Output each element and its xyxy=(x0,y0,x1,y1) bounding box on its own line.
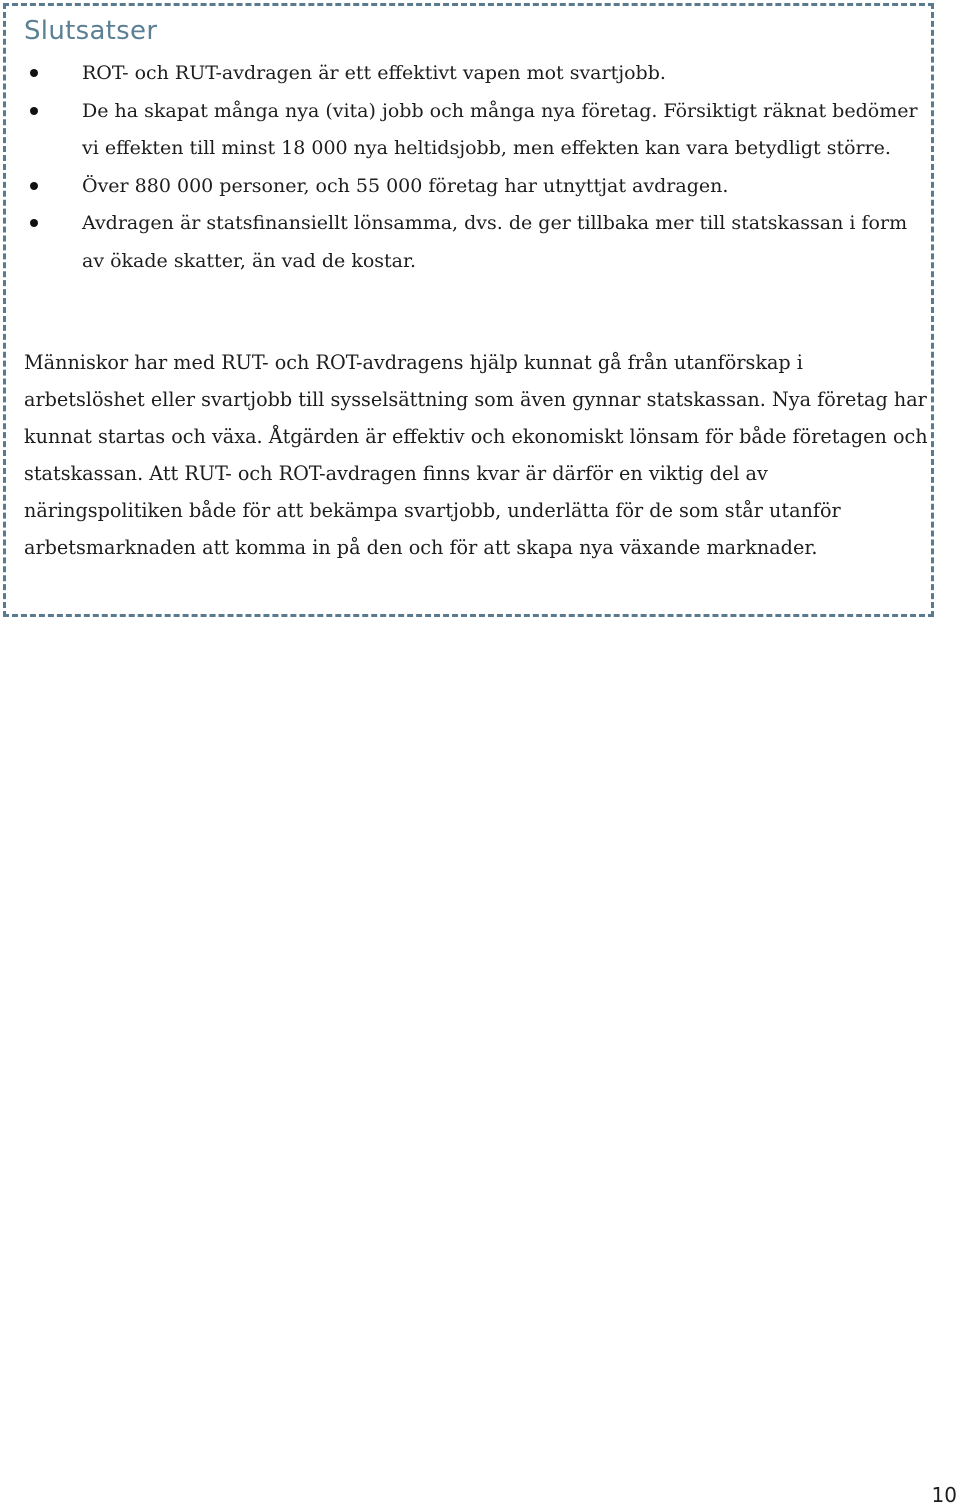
bullet-item xyxy=(82,93,922,168)
conclusions-box xyxy=(3,3,934,617)
bullet-dot-icon xyxy=(30,182,38,190)
bullet-dot-icon xyxy=(30,69,38,77)
box-heading: Slutsatser xyxy=(24,16,158,46)
page-number: 10 xyxy=(931,1483,957,1507)
bullet-dot-icon xyxy=(30,219,38,227)
bullet-dot-icon xyxy=(30,107,38,115)
bullet-item xyxy=(82,168,922,206)
bullet-text: De ha skapat många nya (vita) jobb och många nya företag. Försiktigt räknat bedömer vi effekten till minst 18 000 nya heltidsjobb, men effekten kan vara betydligt större. xyxy=(82,99,918,159)
bullet-item xyxy=(82,55,922,93)
conclusion-paragraph: Människor har med RUT- och ROT-avdragens hjälp kunnat gå från utanförskap i arbetslöshet eller svartjobb till sysselsättning som även gynnar statskassan. Nya företag har kunnat startas och växa. Åtgärden är effektiv och ekonomiskt lönsam för både företagen och statskassan. Att RUT- och ROT-avdragen finns kvar är därför en viktig del av näringspolitiken både för att bekämpa svartjobb, underlätta för de som står utanför arbetsmarknaden att komma in på den och för att skapa nya växande marknader. xyxy=(24,351,928,559)
bullet-text: Avdragen är statsfinansiellt lönsamma, dvs. de ger tillbaka mer till statskassan i form av ökade skatter, än vad de kostar. xyxy=(82,212,908,272)
bullet-text: ROT- och RUT-avdragen är ett effektivt vapen mot svartjobb. xyxy=(82,62,666,84)
bullet-item xyxy=(82,205,922,280)
bullet-text: Över 880 000 personer, och 55 000 företag har utnyttjat avdragen. xyxy=(82,174,729,197)
conclusions-bullet-list xyxy=(82,55,922,280)
